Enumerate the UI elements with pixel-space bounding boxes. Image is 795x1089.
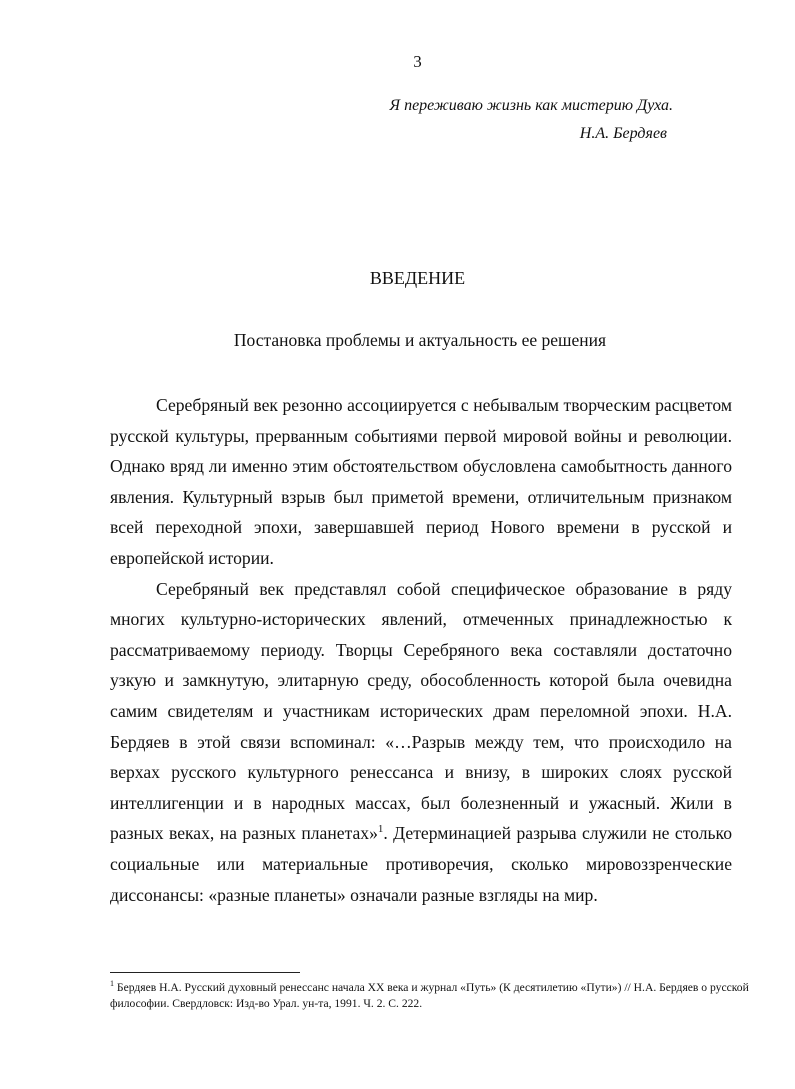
footnote-number: 1	[110, 979, 114, 989]
epigraph-text: Я переживаю жизнь как мистерию Духа.	[389, 97, 673, 114]
epigraph	[390, 92, 673, 148]
epigraph-author: Н.А. Бердяев	[579, 125, 667, 142]
page-number: 3	[413, 52, 422, 71]
body-text	[110, 390, 732, 910]
paragraph-2	[110, 574, 732, 911]
section-heading: ВВЕДЕНИЕ	[369, 268, 466, 288]
footnote-reference[interactable]: 1	[377, 823, 384, 836]
paragraph-2-text-b: . Детерминацией разрыва служили не столько социальные или материальные противоречия, сколько мировоззренческие диссонансы: «разные планеты» означали разные взгляды на мир.	[110, 823, 732, 905]
paragraph-1: Серебряный век резонно ассоциируется с небывалым творческим расцветом русской культуры, прерванным событиями первой мировой войны и революции. Однако вряд ли именно этим обстоятельством обусловлена самобытность данного явления. Культурный взрыв был приметой времени, отличительным признаком всей переходной эпохи, завершавшей период Нового времени в русской и европейской истории.	[110, 395, 732, 568]
section-subheading: Постановка проблемы и актуальность ее решения	[233, 330, 607, 350]
paragraph-2-text-a: Серебряный век представлял собой специфическое образование в ряду многих культурно-исторических явлений, отмеченных принадлежностью к рассматриваемому периоду. Творцы Серебряного века составляли достаточно узкую и замкнутую, элитарную среду, обособленность которой была очевидна самим свидетелям и участникам исторических драм переломной эпохи. Н.А. Бердяев в этой связи вспоминал: «…Разрыв между тем, что происходило на верхах русского культурного ренессанса и внизу, в широких слоях русской интеллигенции и в народных массах, был болезненный и ужасный. Жили в разных веках, на разных планетах»	[110, 578, 732, 844]
footnote	[110, 980, 750, 1012]
footnote-text: Бердяев Н.А. Русский духовный ренессанс начала XX века и журнал «Путь» (К десятилетию «Пути») // Н.А. Бердяев о русской философии. Свердловск: Изд-во Урал. ун-та, 1991. Ч. 2. С. 222.	[110, 981, 749, 1010]
footnote-divider	[110, 972, 300, 973]
